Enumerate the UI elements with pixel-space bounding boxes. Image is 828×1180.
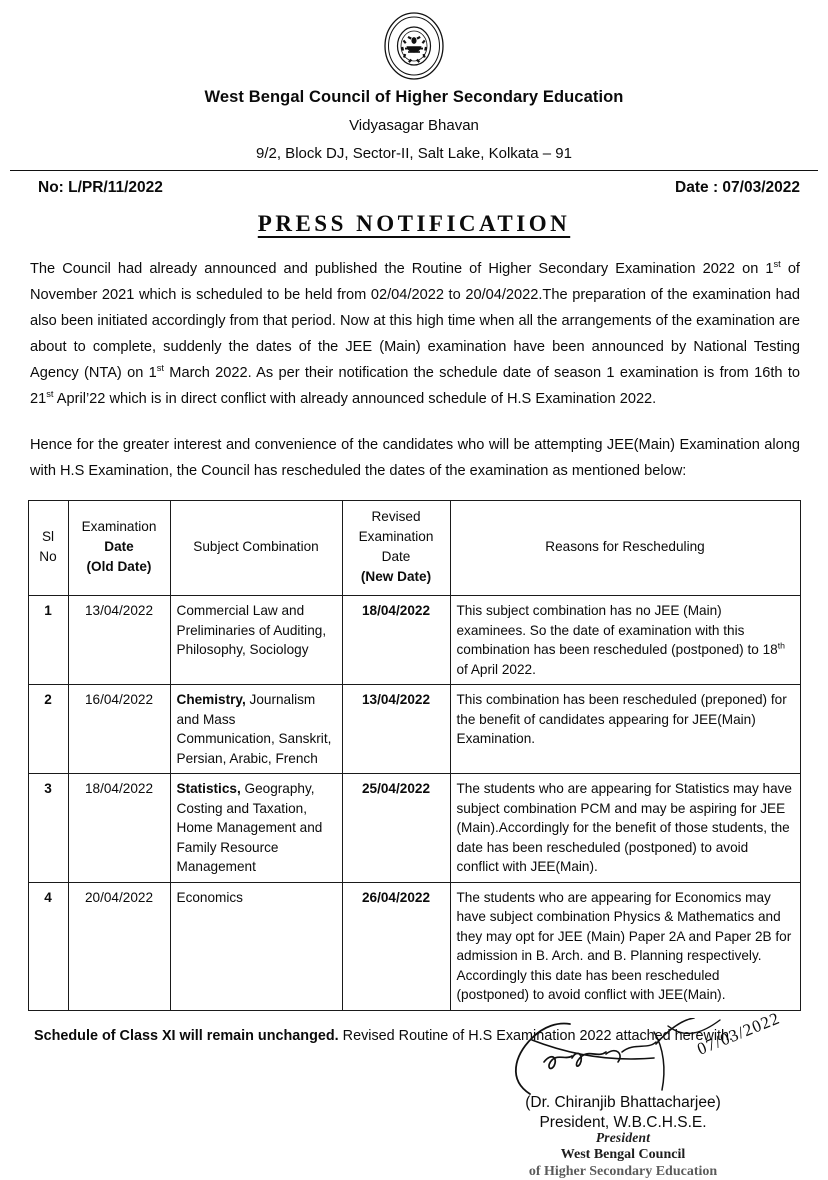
stamp-line-council: West Bengal Council — [560, 1147, 686, 1162]
old-header-line2: Date — [104, 539, 134, 554]
cell-new-date: 25/04/2022 — [342, 774, 450, 883]
cell-reason — [450, 685, 800, 774]
cell-sl-no: 2 — [28, 685, 68, 774]
reschedule-table — [28, 500, 801, 1011]
reason-part-a: The students who are appearing for Statistics may have subject combination PCM and may be aspiring for JEE (Main).Accordingly for the benefit of those students, the date has been rescheduled (postponed) to avoid conflict with JEE(Main). — [456, 781, 792, 874]
signatory-name: (Dr. Chiranjib Bhattacharjee) — [525, 1094, 721, 1111]
sl-header-line2: No — [39, 549, 57, 564]
council-seal-icon — [378, 10, 450, 82]
reference-row — [0, 171, 828, 197]
stamp-line-education: of Higher Secondary Education — [528, 1164, 718, 1179]
column-header-subject-combination: Subject Combination — [170, 501, 342, 596]
handwritten-signature-icon — [458, 1008, 788, 1096]
subject-rest-part: Economics — [176, 889, 243, 905]
cell-subject-combination — [170, 774, 342, 883]
document-body — [0, 256, 828, 484]
cell-sl-no: 3 — [28, 774, 68, 883]
para1-part-a: The Council had already announced and published the Routine of Higher Secondary Examination 2022 on 1 — [30, 261, 774, 277]
column-header-old-date — [68, 501, 170, 596]
cell-sl-no: 1 — [28, 596, 68, 685]
new-header-line3: Date — [381, 549, 411, 564]
table-row — [28, 774, 800, 883]
reason-superscript: th — [777, 640, 785, 651]
subject-rest-part: Journalism and Mass Communication, Sanskrit, Persian, Arabic, French — [176, 692, 332, 766]
new-header-line4: (New Date) — [360, 569, 432, 584]
cell-old-date: 13/04/2022 — [68, 596, 170, 685]
closing-note-bold: Schedule of Class XI will remain unchanged. — [34, 1027, 339, 1044]
table-row — [28, 882, 800, 1010]
page-title: PRESS NOTIFICATION — [257, 211, 571, 236]
cell-old-date: 16/04/2022 — [68, 685, 170, 774]
reference-number: No: L/PR/11/2022 — [38, 179, 163, 196]
cell-sl-no: 4 — [28, 882, 68, 1010]
signature-block — [458, 1008, 788, 1180]
column-header-new-date — [342, 501, 450, 596]
para1-part-b: of November 2021 which is scheduled to be held from 02/04/2022 to 20/04/2022.The preparation of the examination had also been initiated accordingly from that period. Now at this high time when all the arrangements of the examination are about to complete, suddenly the dates of the JEE (Main) examination have been announced by National Testing Agency (NTA) on 1 — [30, 261, 800, 381]
para1-part-c: March 2022. As per their notification the schedule date of season 1 examination is from 16th to 21 — [30, 365, 800, 407]
signatory-designation: President, W.B.C.H.S.E. — [539, 1114, 707, 1131]
cell-new-date: 18/04/2022 — [342, 596, 450, 685]
para1-sup-one: st — [773, 259, 781, 270]
paragraph-two: Hence for the greater interest and convenience of the candidates who will be attempting JEE(Main) Examination along with H.S Examination, the Council has rescheduled the dates of the examination as mentioned below: — [30, 437, 800, 479]
old-header-line3: (Old Date) — [86, 559, 152, 574]
reason-part-a: This combination has been rescheduled (preponed) for the benefit of candidates appearing for JEE(Main) Examination. — [456, 692, 787, 746]
official-stamp — [458, 1130, 788, 1180]
reason-part-a: This subject combination has no JEE (Main) examinees. So the date of examination with this combination has been rescheduled (postponed) to 18 — [456, 603, 778, 657]
postal-address: 9/2, Block DJ, Sector-II, Salt Lake, Kolkata – 91 — [256, 145, 572, 162]
closing-note-rest: Revised Routine of H.S Examination 2022 attached herewith. — [338, 1027, 734, 1044]
paragraph-one — [30, 256, 800, 412]
subject-rest-part: Geography, Costing and Taxation, Home Management and Family Resource Management — [176, 781, 323, 874]
subject-bold-part: Statistics, — [176, 781, 241, 796]
letterhead — [0, 0, 828, 162]
stamp-line-president: President — [595, 1130, 651, 1145]
new-header-line2: Examination — [358, 529, 434, 544]
new-header-line1: Revised — [371, 509, 421, 524]
table-header-row — [28, 501, 800, 596]
column-header-sl-no — [28, 501, 68, 596]
sl-header-line1: Sl — [41, 529, 55, 544]
table-row — [28, 685, 800, 774]
cell-old-date: 18/04/2022 — [68, 774, 170, 883]
building-name: Vidyasagar Bhavan — [349, 117, 479, 134]
cell-old-date: 20/04/2022 — [68, 882, 170, 1010]
reason-part-b: of April 2022. — [456, 661, 536, 677]
cell-subject-combination — [170, 882, 342, 1010]
old-header-line1: Examination — [81, 519, 157, 534]
cell-new-date: 26/04/2022 — [342, 882, 450, 1010]
subject-bold-part: Chemistry, — [176, 692, 246, 707]
cell-subject-combination — [170, 596, 342, 685]
column-header-reasons: Reasons for Rescheduling — [450, 501, 800, 596]
organisation-name: West Bengal Council of Higher Secondary Education — [204, 88, 624, 106]
cell-reason — [450, 596, 800, 685]
cell-subject-combination — [170, 685, 342, 774]
table-row — [28, 596, 800, 685]
cell-reason — [450, 882, 800, 1010]
handwritten-date: 07/03/2022 — [693, 1008, 783, 1059]
para1-sup-two: st — [156, 363, 164, 374]
reason-part-a: The students who are appearing for Economics may have subject combination Physics & Mathematics and they may opt for JEE (Main) Paper 2A and Paper 2B for admission in B. Arch. and B. Planning respectively. Accordingly this date has been rescheduled (postponed) to avoid conflict with JEE(Main). — [456, 889, 792, 1002]
para1-part-d: April’22 which is in direct conflict with already announced schedule of H.S Examination 2022. — [53, 391, 657, 407]
cell-new-date: 13/04/2022 — [342, 685, 450, 774]
para1-sup-three: st — [46, 389, 54, 400]
issue-date: Date : 07/03/2022 — [675, 179, 800, 196]
cell-reason — [450, 774, 800, 883]
subject-rest-part: Commercial Law and Preliminaries of Auditing, Philosophy, Sociology — [176, 603, 327, 657]
